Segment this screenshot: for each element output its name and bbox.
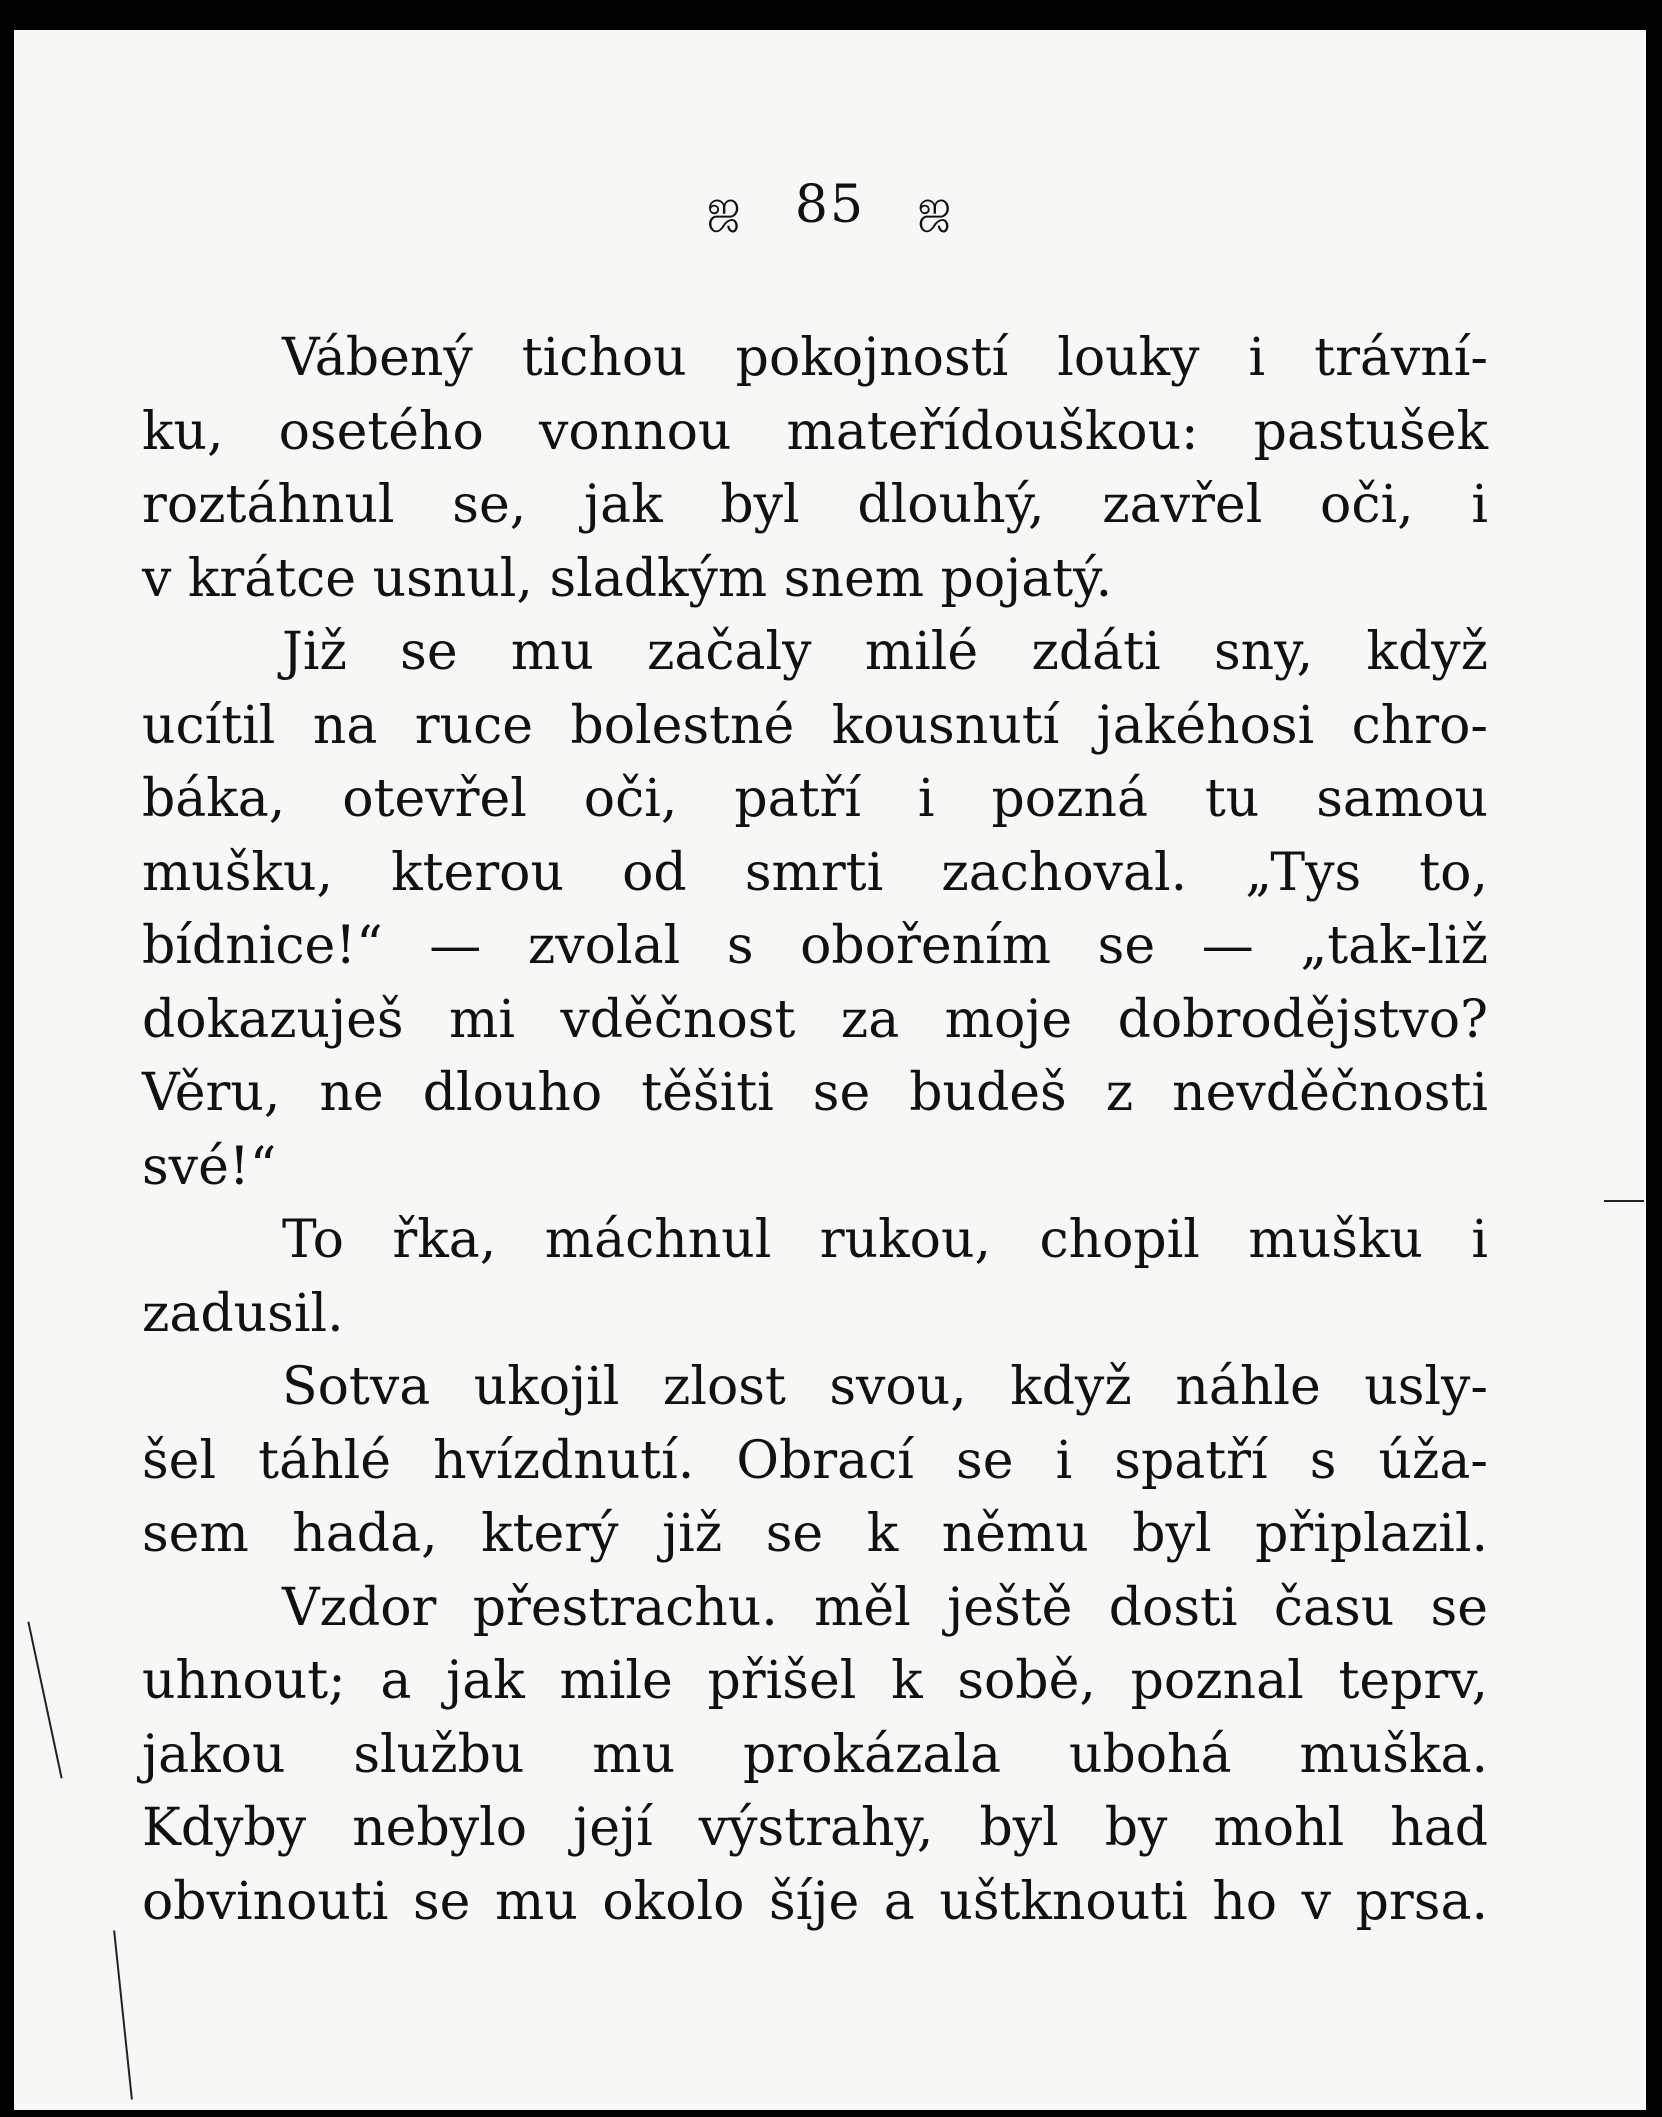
scan-scratch	[1604, 1200, 1644, 1202]
page-number: 85	[794, 175, 866, 235]
text-line: jakou službu mu prokázala ubohá muška.	[142, 1724, 1488, 1785]
text-line: Vábený tichou pokojností louky i trávní-	[282, 328, 1488, 388]
scan-scratch	[27, 1622, 62, 1779]
text-line: v krátce usnul, sladkým snem pojatý.	[142, 548, 1113, 609]
text-line: To řka, máchnul rukou, chopil mušku i	[282, 1210, 1488, 1270]
text-line: Věru, ne dlouho těšiti se budeš z nevděčnosti	[142, 1063, 1488, 1123]
text-line: šel táhlé hvízdnutí. Obrací se i spatří s úža-	[142, 1430, 1488, 1491]
text-line: obvinouti se mu okolo šíje a uštknouti ho v prsa.	[142, 1871, 1488, 1932]
body-text	[142, 322, 1488, 1939]
text-line: mušku, kterou od smrti zachoval. „Tys to,	[142, 842, 1488, 903]
text-line: zadusil.	[142, 1283, 344, 1344]
text-line: roztáhnul se, jak byl dlouhý, zavřel oči, i	[142, 475, 1488, 535]
text-line: své!“	[142, 1136, 277, 1197]
text-line: ku, osetého vonnou mateřídouškou: pastušek	[142, 401, 1488, 462]
text-line: Sotva ukojil zlost svou, když náhle usly-	[282, 1357, 1488, 1417]
book-page	[14, 30, 1646, 2110]
text-line: Kdyby nebylo její výstrahy, byl by mohl had	[142, 1798, 1488, 1858]
text-line: bídnice!“ — zvolal s obořením se — „tak-liž	[142, 916, 1488, 976]
scan-scratch	[113, 1930, 133, 2099]
ornament-right-icon: ஜ	[917, 183, 953, 229]
text-line: Vzdor přestrachu. měl ještě dosti času se	[282, 1577, 1488, 1638]
text-line: báka, otevřel oči, patří i pozná tu samou	[142, 769, 1488, 829]
ornament-left-icon: ஜ	[707, 183, 743, 229]
text-line: Již se mu začaly milé zdáti sny, když	[282, 622, 1488, 682]
text-line: uhnout; a jak mile přišel k sobě, poznal teprv,	[142, 1651, 1488, 1711]
text-line: dokazuješ mi vděčnost za moje dobrodějstvo?	[142, 989, 1488, 1050]
text-line: sem hada, který již se k němu byl připlazil.	[142, 1504, 1488, 1564]
page-header	[14, 175, 1646, 235]
text-line: ucítil na ruce bolestné kousnutí jakéhosi chro-	[142, 695, 1488, 756]
